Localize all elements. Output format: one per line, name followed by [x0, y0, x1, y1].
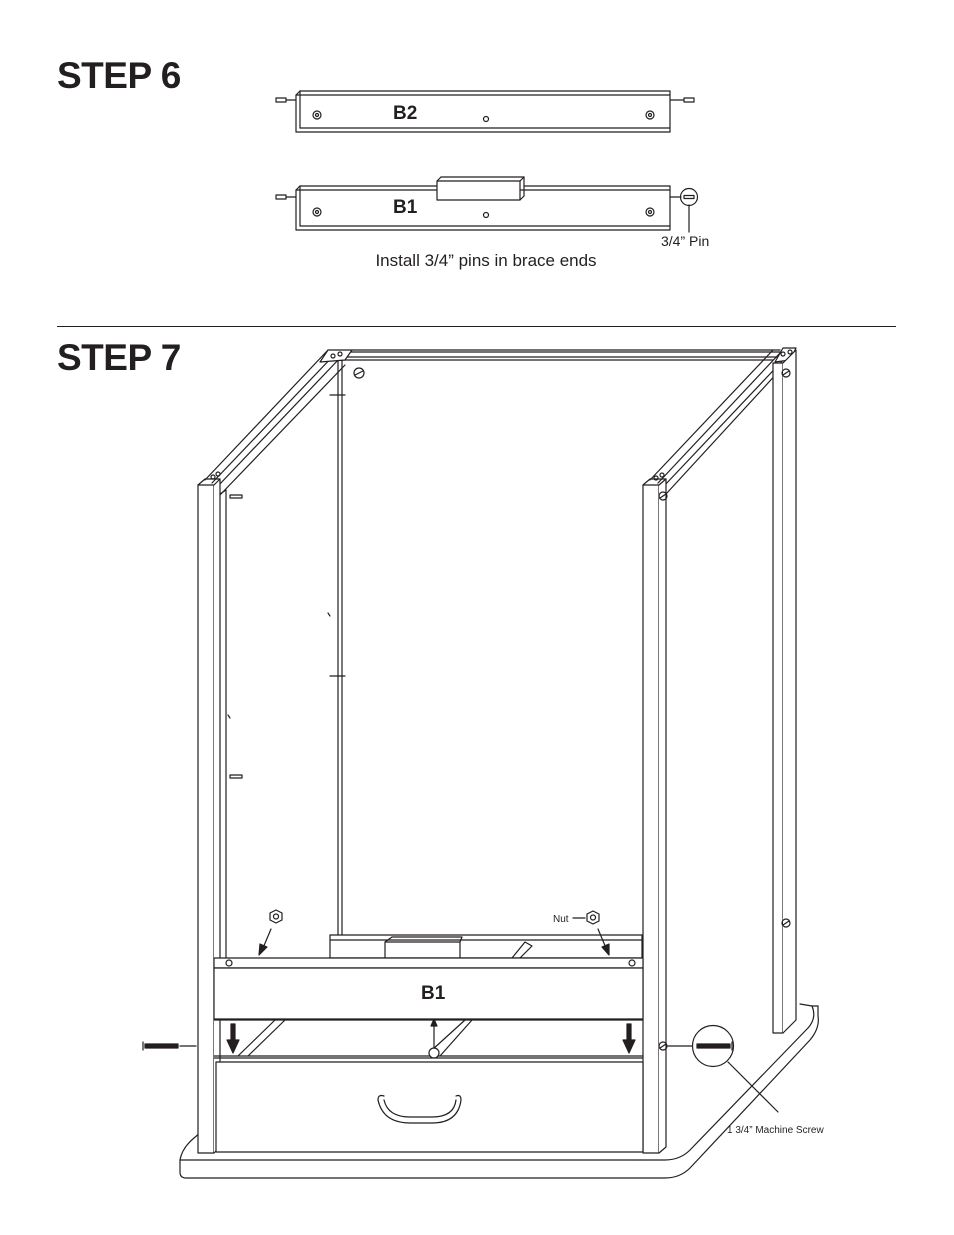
- right-nut-icon: [573, 911, 599, 924]
- b2-left-pin-icon: [276, 98, 296, 102]
- part-label-b1-step7: B1: [421, 983, 446, 1004]
- left-machine-screw-icon: [143, 1042, 196, 1050]
- top-back-rail: [330, 350, 790, 357]
- left-down-arrow-icon: [227, 1024, 239, 1053]
- pin-callout-icon: [670, 189, 698, 233]
- step-6-instruction: Install 3/4” pins in brace ends: [375, 251, 597, 270]
- brace-b2: [296, 91, 670, 132]
- pin-label: 3/4” Pin: [661, 233, 710, 249]
- front-left-leg: [198, 472, 242, 1153]
- bottom-frame: [214, 1020, 643, 1056]
- nut-label: Nut: [553, 914, 569, 925]
- left-nut-arrow-icon: [259, 929, 271, 955]
- front-right-leg: [643, 473, 667, 1153]
- rear-lower-brace: [330, 935, 642, 958]
- part-label-b2: B2: [393, 103, 418, 124]
- b1-left-pin-icon: [276, 195, 296, 199]
- brace-b1-block: [437, 177, 524, 200]
- top-left-side-rail: [205, 350, 352, 495]
- machine-screw-label: 1 3/4” Machine Screw: [727, 1125, 824, 1136]
- right-down-arrow-icon: [623, 1024, 635, 1053]
- back-panel: [328, 360, 773, 935]
- part-label-b1-step6: B1: [393, 197, 418, 218]
- step-6-title: STEP 6: [57, 55, 181, 96]
- b2-right-pin-icon: [670, 98, 694, 102]
- left-nut-icon: [270, 910, 282, 923]
- step-7-title: STEP 7: [57, 337, 181, 378]
- center-up-arrow-icon: [429, 1019, 439, 1058]
- machine-screw-callout-icon: [668, 1026, 778, 1113]
- back-right-leg: [773, 350, 796, 1033]
- drawer-front: [214, 1058, 643, 1152]
